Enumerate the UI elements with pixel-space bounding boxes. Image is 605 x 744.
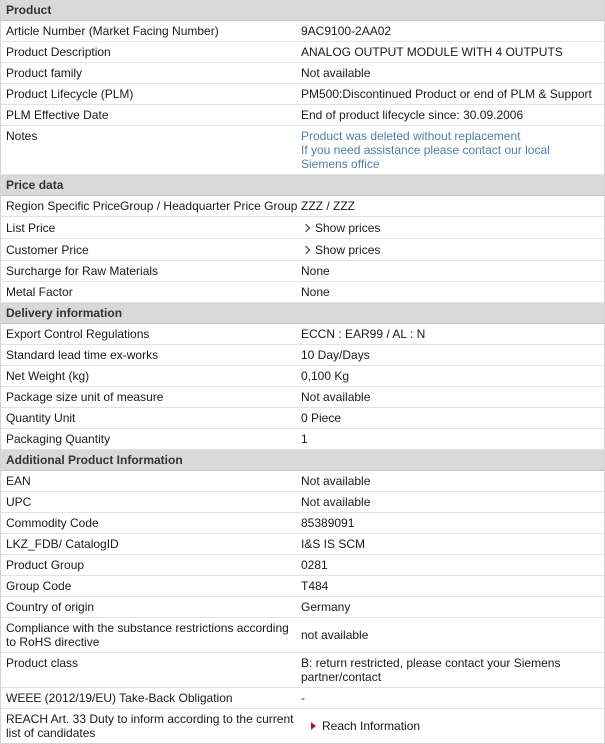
row-list-price xyxy=(1,217,604,239)
value-product-family: Not available xyxy=(301,66,371,80)
label-catalog-id: LKZ_FDB/ CatalogID xyxy=(6,537,119,551)
row-lead-time xyxy=(1,345,604,366)
value-catalog-id: I&S IS SCM xyxy=(301,537,366,551)
label-plm-date: PLM Effective Date xyxy=(6,108,109,122)
row-product-group xyxy=(1,555,604,576)
value-package-size: Not available xyxy=(301,390,371,404)
chevron-right-icon xyxy=(302,246,310,254)
label-notes: Notes xyxy=(6,129,38,143)
value-rohs: not available xyxy=(301,628,369,642)
value-group-code: T484 xyxy=(301,579,329,593)
label-metal-factor: Metal Factor xyxy=(6,285,73,299)
label-reach-line2: list of candidates xyxy=(6,726,96,740)
triangle-right-icon xyxy=(311,722,316,730)
label-group-code: Group Code xyxy=(6,579,72,593)
value-lead-time: 10 Day/Days xyxy=(301,348,370,362)
label-upc: UPC xyxy=(6,495,32,509)
label-weee: WEEE (2012/19/EU) Take-Back Obligation xyxy=(6,691,233,705)
label-ean: EAN xyxy=(6,474,31,488)
label-rohs xyxy=(1,618,301,652)
value-customer-price xyxy=(301,239,604,260)
row-upc xyxy=(1,492,604,513)
label-list-price: List Price xyxy=(6,220,56,235)
row-metal-factor xyxy=(1,282,604,303)
row-product-lifecycle xyxy=(1,84,604,105)
label-surcharge: Surcharge for Raw Materials xyxy=(6,264,159,278)
value-notes xyxy=(301,126,604,174)
row-region-price-group xyxy=(1,196,604,217)
label-export-control: Export Control Regulations xyxy=(6,327,150,341)
row-catalog-id xyxy=(1,534,604,555)
label-region-price-group: Region Specific PriceGroup / Headquarter Price Group xyxy=(6,199,298,213)
notes-contact-link[interactable]: If you need assistance please contact our local xyxy=(301,143,550,157)
row-ean xyxy=(1,471,604,492)
reach-information-text[interactable]: Reach Information xyxy=(322,719,421,733)
label-rohs-line1: Compliance with the substance restrictions according xyxy=(6,621,289,635)
row-customer-price xyxy=(1,239,604,261)
row-group-code xyxy=(1,576,604,597)
row-product-description xyxy=(1,42,604,63)
row-commodity-code xyxy=(1,513,604,534)
list-price-show-link[interactable] xyxy=(301,221,380,235)
value-product-class-line1: B: return restricted, please contact your Siemens xyxy=(301,656,561,670)
value-article-number: 9AC9100-2AA02 xyxy=(301,24,392,38)
value-product-lifecycle: PM500:Discontinued Product or end of PLM & Support xyxy=(301,87,592,101)
value-product-class xyxy=(301,653,604,687)
value-region-price-group: ZZZ / ZZZ xyxy=(301,199,355,213)
section-header-additional: Additional Product Information xyxy=(1,450,604,471)
chevron-right-icon xyxy=(302,224,310,232)
value-ean: Not available xyxy=(301,474,371,488)
label-quantity-unit: Quantity Unit xyxy=(6,411,76,425)
row-country-of-origin xyxy=(1,597,604,618)
notes-contact-link-cont[interactable]: Siemens office xyxy=(301,157,380,171)
value-list-price xyxy=(301,217,604,238)
value-reach xyxy=(301,716,604,736)
row-notes xyxy=(1,126,604,175)
notes-deleted-text: Product was deleted without replacement xyxy=(301,129,521,143)
value-packaging-quantity: 1 xyxy=(301,432,308,446)
label-product-family: Product family xyxy=(6,66,83,80)
value-product-group: 0281 xyxy=(301,558,328,572)
label-product-group: Product Group xyxy=(6,558,85,572)
row-product-class xyxy=(1,653,604,688)
value-export-control: ECCN : EAR99 / AL : N xyxy=(301,327,426,341)
label-country-of-origin: Country of origin xyxy=(6,600,95,614)
row-product-family xyxy=(1,63,604,84)
row-surcharge xyxy=(1,261,604,282)
section-header-price: Price data xyxy=(1,175,604,196)
label-reach-line1: REACH Art. 33 Duty to inform according to the current xyxy=(6,712,294,726)
label-product-description: Product Description xyxy=(6,45,111,59)
list-price-show-text[interactable]: Show prices xyxy=(315,221,381,235)
row-plm-date xyxy=(1,105,604,126)
label-reach xyxy=(1,709,301,743)
label-customer-price: Customer Price xyxy=(6,242,89,257)
label-package-size: Package size unit of measure xyxy=(6,390,164,404)
label-net-weight: Net Weight (kg) xyxy=(6,369,90,383)
row-export-control xyxy=(1,324,604,345)
value-country-of-origin: Germany xyxy=(301,600,351,614)
label-rohs-line2: to RoHS directive xyxy=(6,635,100,649)
label-article-number: Article Number (Market Facing Number) xyxy=(6,24,219,38)
reach-information-link[interactable] xyxy=(301,719,420,733)
section-header-delivery: Delivery information xyxy=(1,303,604,324)
row-net-weight xyxy=(1,366,604,387)
value-weee: - xyxy=(301,691,305,705)
row-quantity-unit xyxy=(1,408,604,429)
row-rohs xyxy=(1,618,604,653)
customer-price-show-text[interactable]: Show prices xyxy=(315,243,381,257)
row-packaging-quantity xyxy=(1,429,604,450)
label-packaging-quantity: Packaging Quantity xyxy=(6,432,111,446)
value-net-weight: 0,100 Kg xyxy=(301,369,350,383)
value-surcharge: None xyxy=(301,264,330,278)
value-metal-factor: None xyxy=(301,285,330,299)
value-commodity-code: 85389091 xyxy=(301,516,355,530)
value-upc: Not available xyxy=(301,495,371,509)
row-article-number xyxy=(1,21,604,42)
label-lead-time: Standard lead time ex-works xyxy=(6,348,159,362)
row-reach xyxy=(1,709,604,743)
row-weee xyxy=(1,688,604,709)
label-commodity-code: Commodity Code xyxy=(6,516,99,530)
customer-price-show-link[interactable] xyxy=(301,243,380,257)
row-package-size xyxy=(1,387,604,408)
section-header-product: Product xyxy=(1,0,604,21)
value-plm-date: End of product lifecycle since: 30.09.2006 xyxy=(301,108,524,122)
value-product-description: ANALOG OUTPUT MODULE WITH 4 OUTPUTS xyxy=(301,45,563,59)
value-product-class-line2: partner/contact xyxy=(301,670,382,684)
label-product-lifecycle: Product Lifecycle (PLM) xyxy=(6,87,134,101)
value-quantity-unit: 0 Piece xyxy=(301,411,342,425)
label-product-class: Product class xyxy=(6,656,79,670)
